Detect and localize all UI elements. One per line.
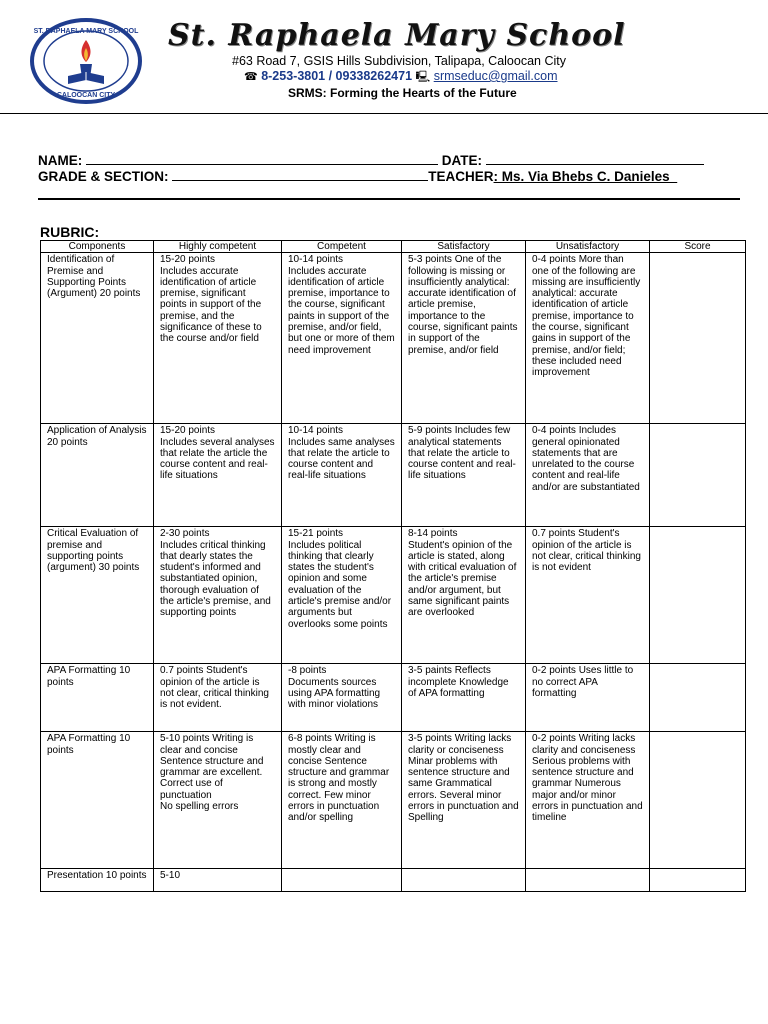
grade-teacher-row [38, 167, 677, 184]
date-field[interactable] [486, 151, 704, 165]
table-row [41, 253, 746, 424]
table-cell: 5-9 points Includes few analytical statements that relate the article to course content and real-life situations [402, 424, 526, 527]
date-label: DATE: [441, 153, 483, 168]
table-row [41, 869, 746, 892]
score-cell[interactable] [650, 527, 746, 664]
score-cell[interactable] [650, 869, 746, 892]
table-cell: 0-2 points Uses little to no correct APA formatting [526, 664, 650, 732]
table-cell: Identification of Premise and Supporting Points (Argument) 20 points [41, 253, 154, 424]
table-cell: 0.7 points Student's opinion of the article is not clear, critical thinking is not evident. [154, 664, 282, 732]
column-header: Unsatisfactory [526, 241, 650, 253]
school-motto: SRMS: Forming the Hearts of the Future [288, 86, 517, 100]
table-row [41, 424, 746, 527]
table-cell: 0.7 points Student's opinion of the article is not clear, critical thinking is not evident [526, 527, 650, 664]
table-cell: 5-3 points One of the following is missing or insufficiently analytical: accurate identification of article premise, importance to the course, significant paints in support of the premise, and/or field [402, 253, 526, 424]
computer-icon: 🖳 [415, 71, 431, 83]
table-cell: Application of Analysis 20 points [41, 424, 154, 527]
email-link[interactable]: srmseduc@gmail.com [433, 69, 558, 83]
column-header: Competent [282, 241, 402, 253]
form-divider [38, 198, 740, 200]
table-cell: 3-5 points Writing lacks clarity or conciseness Minar problems with sentence structure and same Grammatical errors. Several minor errors in punctuation and Spelling [402, 732, 526, 869]
table-row [41, 732, 746, 869]
table-cell: 3-5 paints Reflects incomplete Knowledge of APA formatting [402, 664, 526, 732]
svg-text:CALOOCAN CITY: CALOOCAN CITY [56, 92, 116, 99]
table-cell: 2-30 points Includes critical thinking that dearly states the student's informed and substantiated opinion, thorough evaluation of the article's premise, and supporting points [154, 527, 282, 664]
table-cell: 0-2 points Writing lacks clarity and conciseness Serious problems with sentence structure and grammar Numerous major and/or minor errors in punctuation and timeline [526, 732, 650, 869]
column-header: Score [650, 241, 746, 253]
table-cell: 0-4 points More than one of the following are missing are insufficiently analytical: accurate identification of article premise, importance to the course, significant gains in support of the premise, and/or field; these included need improvement [526, 253, 650, 424]
school-name: St. Raphaela Mary School [168, 18, 626, 53]
column-header: Components [41, 241, 154, 253]
table-cell: -8 points Documents sources using APA formatting with minor violations [282, 664, 402, 732]
svg-text:ST. RAPHAELA MARY SCHOOL: ST. RAPHAELA MARY SCHOOL [33, 28, 139, 35]
grade-section-field[interactable] [172, 167, 428, 181]
table-row [41, 527, 746, 664]
school-contact [244, 68, 558, 87]
score-cell[interactable] [650, 664, 746, 732]
table-cell: Critical Evaluation of premise and supporting points (argument) 30 points [41, 527, 154, 664]
table-cell [526, 869, 650, 892]
teacher-label: TEACHER [428, 169, 494, 184]
column-header: Satisfactory [402, 241, 526, 253]
table-cell: 15-20 points Includes accurate identification of article premise, significant points in support of the premise, and the significance of these to the course and/or field [154, 253, 282, 424]
table-cell: 10-14 points Includes accurate identification of article premise, importance to the course, significant paints in support of the premise, and/or field, but one or more of them need improvement [282, 253, 402, 424]
school-seal-icon [30, 18, 142, 104]
table-cell: APA Formatting 10 points [41, 732, 154, 869]
teacher-name: : Ms. Via Bhebs C. Danieles_ [493, 169, 678, 184]
score-cell[interactable] [650, 253, 746, 424]
table-cell [402, 869, 526, 892]
score-cell[interactable] [650, 424, 746, 527]
school-letterhead [0, 0, 768, 112]
rubric-label: RUBRIC: [40, 224, 100, 240]
column-header: Highly competent [154, 241, 282, 253]
rubric-header-row [41, 241, 746, 253]
table-cell: 5-10 points Writing is clear and concise Sentence structure and grammar are excellent. Correct use of punctuation No spelling errors [154, 732, 282, 869]
table-cell: 0-4 points Includes general opinionated statements that are unrelated to the course content and real-life and/or are substantiated [526, 424, 650, 527]
table-cell: 10-14 points Includes same analyses that relate the article to course content and real-life situations [282, 424, 402, 527]
phone-numbers: 8-253-3801 / 09338262471 [261, 69, 413, 83]
table-cell: 15-21 points Includes political thinking that clearly states the student's opinion and some evaluation of the article's premise and/or arguments but overlooks some points [282, 527, 402, 664]
table-cell: APA Formatting 10 points [41, 664, 154, 732]
rubric-table [40, 240, 746, 892]
school-address: #63 Road 7, GSIS Hills Subdivision, Talipapa, Caloocan City [232, 54, 566, 68]
name-label: NAME: [38, 153, 83, 168]
name-field[interactable] [86, 151, 438, 165]
table-cell: 6-8 points Writing is mostly clear and concise Sentence structure and grammar is strong and mostly correct. Few minor errors in punctuation and/or spelling [282, 732, 402, 869]
table-cell: Presentation 10 points [41, 869, 154, 892]
phone-icon: ☎ [244, 71, 258, 83]
table-cell: 5-10 [154, 869, 282, 892]
name-date-row [38, 151, 704, 168]
grade-section-label: GRADE & SECTION: [38, 169, 169, 184]
header-divider [0, 113, 768, 114]
table-row [41, 664, 746, 732]
table-cell: 8-14 points Student's opinion of the article is stated, along with critical evaluation of the article's premise and/or argument, but same significant paints are overlooked [402, 527, 526, 664]
score-cell[interactable] [650, 732, 746, 869]
table-cell [282, 869, 402, 892]
table-cell: 15-20 points Includes several analyses that relate the article the course content and real-life situations [154, 424, 282, 527]
